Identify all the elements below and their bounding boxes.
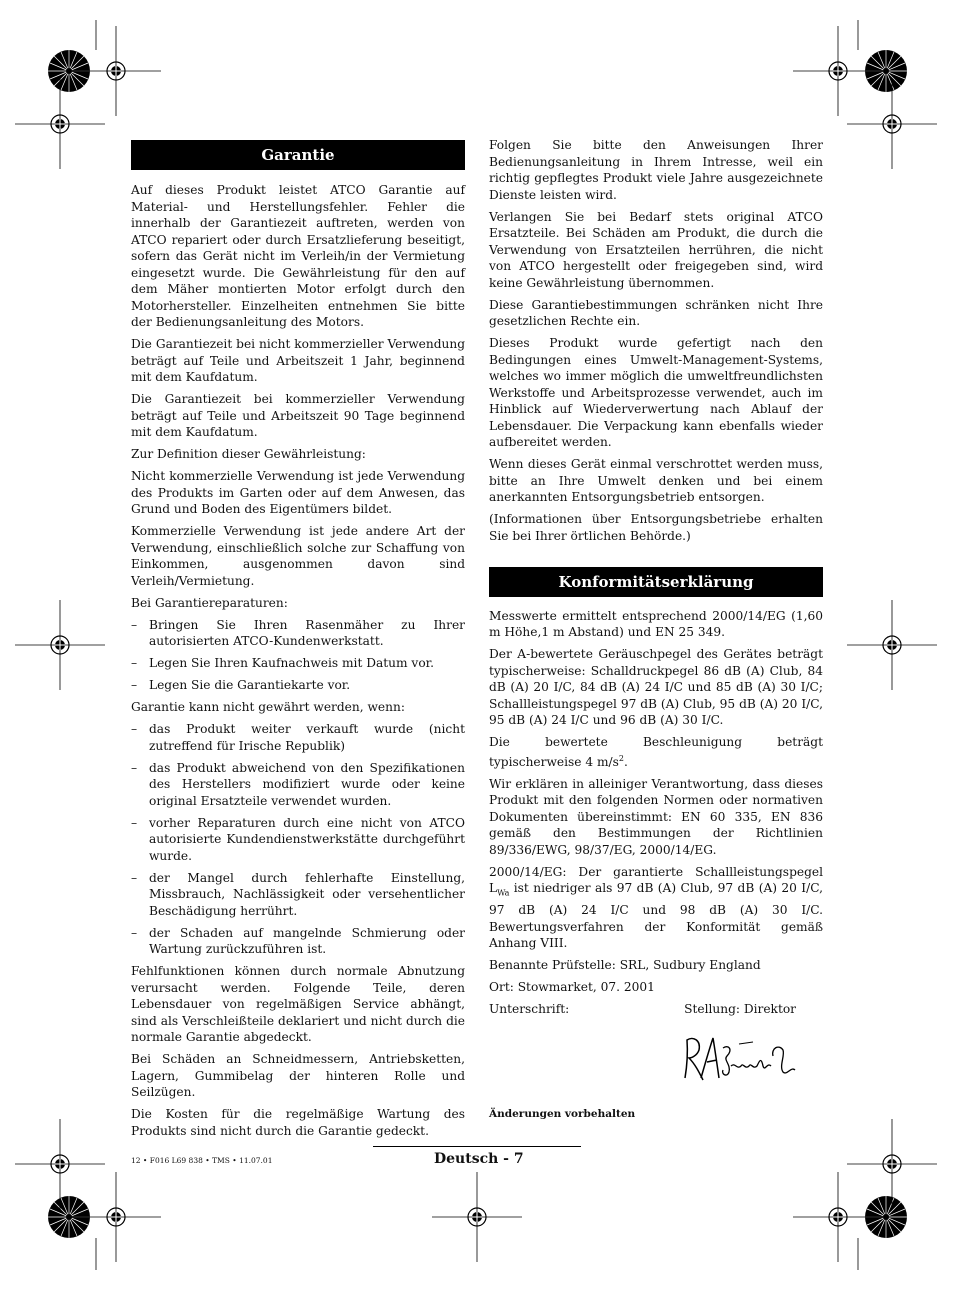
paragraph: Benannte Prüfstelle: SRL, Sudbury England bbox=[489, 958, 761, 972]
signature-row bbox=[489, 1001, 823, 1018]
garantie-heading: Garantie bbox=[131, 140, 465, 170]
paragraph: Wir erklären in alleiniger Verantwortung, dass dieses Produkt mit den folgenden Normen oder normativen Dokumenten übereinstimmt: EN 60 335, EN 836 gemäß den Bestimmungen der Richtlinien 89/336/EWG, 98/37/EG, 2000/14/EG. bbox=[489, 776, 823, 857]
paragraph: Die bewertete Beschleunigung beträgt typischerweise 4 $m/s^2$. bbox=[489, 735, 823, 769]
changes-reserved-note: Änderungen vorbehalten bbox=[489, 1108, 636, 1120]
list-item: – Legen Sie die Garantiekarte vor. bbox=[131, 678, 351, 692]
garantie-paragraph: Die Kosten für die regelmäßige Wartung des Produkts sind nicht durch die Garantie gedeckt. bbox=[131, 1107, 465, 1138]
footer-rule bbox=[373, 1146, 581, 1147]
paragraph: Verlangen Sie bei Bedarf stets original ATCO Ersatzteile. Bei Schäden am Produkt, die durch die Verwendung von Ersatzteilen herrühren, die nicht von ATCO hergestellt oder freigegeben sind, wird keine Gewährleistung übernommen. bbox=[489, 209, 823, 290]
paragraph: Folgen Sie bitte den Anweisungen Ihrer Bedienungsanleitung in Ihrem Intresse, weil ein richtig gepflegtes Produkt viele Jahre ausgezeichnete Dienste leisten wird. bbox=[489, 138, 823, 202]
paragraph: Wenn dieses Gerät einmal verschrottet werden muss, bitte an Ihre Umwelt denken und bei einem anerkannten Entsorgungsbetrieb entsorgen. bbox=[489, 457, 823, 504]
page-number: Deutsch - 7 bbox=[434, 1151, 524, 1167]
paragraph: Der A-bewertete Geräuschpegel des Gerätes beträgt typischerweise: Schalldruckpegel 86 dB (A) Club, 84 dB (A) 20 I/C, 84 dB (A) 24 I/C und 85 dB (A) 30 I/C; Schallleistungspegel 97 dB (A) Club, 95 dB (A) 20 I/C, 95 dB (A) 24 I/C und 96 dB (A) 30 I/C. bbox=[489, 647, 823, 727]
garantie-paragraph: Auf dieses Produkt leistet ATCO Garantie auf Material- und Herstellungsfehler. Fehler die innerhalb der Garantiezeit auftreten, werden von ATCO repariert oder durch Ersatzlieferung beseitigt, sofern das Gerät nicht im Verleih/in der Vermietung eingesetzt wurde. Die Gewährleistung für den auf dem Mäher montierten Motor erfolgt durch den Motorhersteller. Einzelheiten entnehmen Sie bitte der Bedienungsanleitung des Motors. bbox=[131, 183, 465, 329]
left-column bbox=[131, 140, 465, 1145]
paragraph: 2000/14/EG: Der garantierte Schallleistungspegel $L_{Wa}$ ist niedriger als 97 dB (A) Club, 97 dB (A) 20 I/C, 97 dB (A) 24 I/C und 98 dB (A) 30 I/C. Bewertungsverfahren der Konformität gemäß Anhang VIII. bbox=[489, 864, 823, 950]
list-item: – das Produkt abweichend von den Spezifikationen des Herstellers modifiziert wurde oder keine original Ersatzteile verwendet wurden. bbox=[131, 760, 465, 808]
right-column bbox=[489, 137, 823, 1123]
list-item: – der Schaden auf mangelnde Schmierung oder Wartung zurückzuführen ist. bbox=[131, 925, 465, 956]
signature-label: Unterschrift: bbox=[489, 1002, 570, 1016]
paragraph: Messwerte ermittelt entsprechend 2000/14/EG (1,60 m Höhe,1 m Abstand) und EN 25 349. bbox=[489, 608, 823, 639]
paragraph: (Informationen über Entsorgungsbetriebe erhalten Sie bei Ihrer örtlichen Behörde.) bbox=[489, 512, 823, 543]
list-item: – Legen Sie Ihren Kaufnachweis mit Datum vor. bbox=[131, 656, 435, 670]
list-item: – Bringen Sie Ihren Rasenmäher zu Ihrer autorisierten ATCO-Kundenwerkstatt. bbox=[131, 617, 465, 648]
konformitaet-heading: Konformitätserklärung bbox=[489, 567, 823, 597]
garantie-paragraph: Kommerzielle Verwendung ist jede andere Art der Verwendung, einschließlich solche zur Schaffung von Einkommen, ausgenommen davon sind Verleih/Vermietung. bbox=[131, 524, 465, 588]
list-item: – der Mangel durch fehlerhafte Einstellung, Missbrauch, Nachlässigkeit oder versehentlicher Beschädigung herrührt. bbox=[131, 870, 465, 918]
paragraph: Dieses Produkt wurde gefertigt nach den Bedingungen eines Umwelt-Management-Systems, welches wo immer möglich die umweltfreundlichsten Werkstoffe und Arbeitsprozesse verwendet, auch im Hinblick auf Wiederverwertung nach Ablauf der Lebensdauer. Die Verpackung kann ebenfalls wieder aufbereitet werden. bbox=[489, 336, 823, 449]
garantie-paragraph: Zur Definition dieser Gewährleistung: bbox=[131, 447, 366, 461]
list-item: – das Produkt weiter verkauft wurde (nicht zutreffend für Irische Republik) bbox=[131, 722, 465, 753]
signature-image bbox=[679, 1026, 799, 1090]
garantie-paragraph: Nicht kommerzielle Verwendung ist jede Verwendung des Produkts im Garten oder auf dem Anwesen, das Grund und Boden des Eigentümers bildet. bbox=[131, 469, 465, 516]
garantie-paragraph: Die Garantiezeit bei kommerzieller Verwendung beträgt auf Teile und Arbeitszeit 90 Tage beginnend mit dem Kaufdatum. bbox=[131, 392, 465, 439]
garantie-paragraph: Bei Schäden an Schneidmessern, Antriebsketten, Lagern, Gummibelag der hinteren Rolle und Seilzügen. bbox=[131, 1052, 465, 1099]
garantie-paragraph: Bei Garantiereparaturen: bbox=[131, 595, 288, 610]
paragraph: Diese Garantiebestimmungen schränken nicht Ihre gesetzlichen Rechte ein. bbox=[489, 297, 823, 328]
garantie-paragraph: Die Garantiezeit bei nicht kommerzieller Verwendung beträgt auf Teile und Arbeitszeit 1 Jahr, beginnend mit dem Kaufdatum. bbox=[131, 337, 465, 384]
list-item: – vorher Reparaturen durch eine nicht von ATCO autorisierte Kundendienstwerkstätte durchgeführt wurde. bbox=[131, 815, 465, 863]
garantie-paragraph: Fehlfunktionen können durch normale Abnutzung verursacht werden. Folgende Teile, deren Lebensdauer von regelmäßigen Service abhängt, sind als Verschleißteile deklariert und nicht durch die normale Garantie abgedeckt. bbox=[131, 964, 465, 1044]
position-label: Stellung: Direktor bbox=[684, 1002, 796, 1016]
garantie-paragraph: Garantie kann nicht gewährt werden, wenn: bbox=[131, 700, 405, 714]
print-code: 12 • F016 L69 838 • TMS • 11.07.01 bbox=[131, 1156, 273, 1165]
paragraph: Ort: Stowmarket, 07. 2001 bbox=[489, 980, 655, 994]
